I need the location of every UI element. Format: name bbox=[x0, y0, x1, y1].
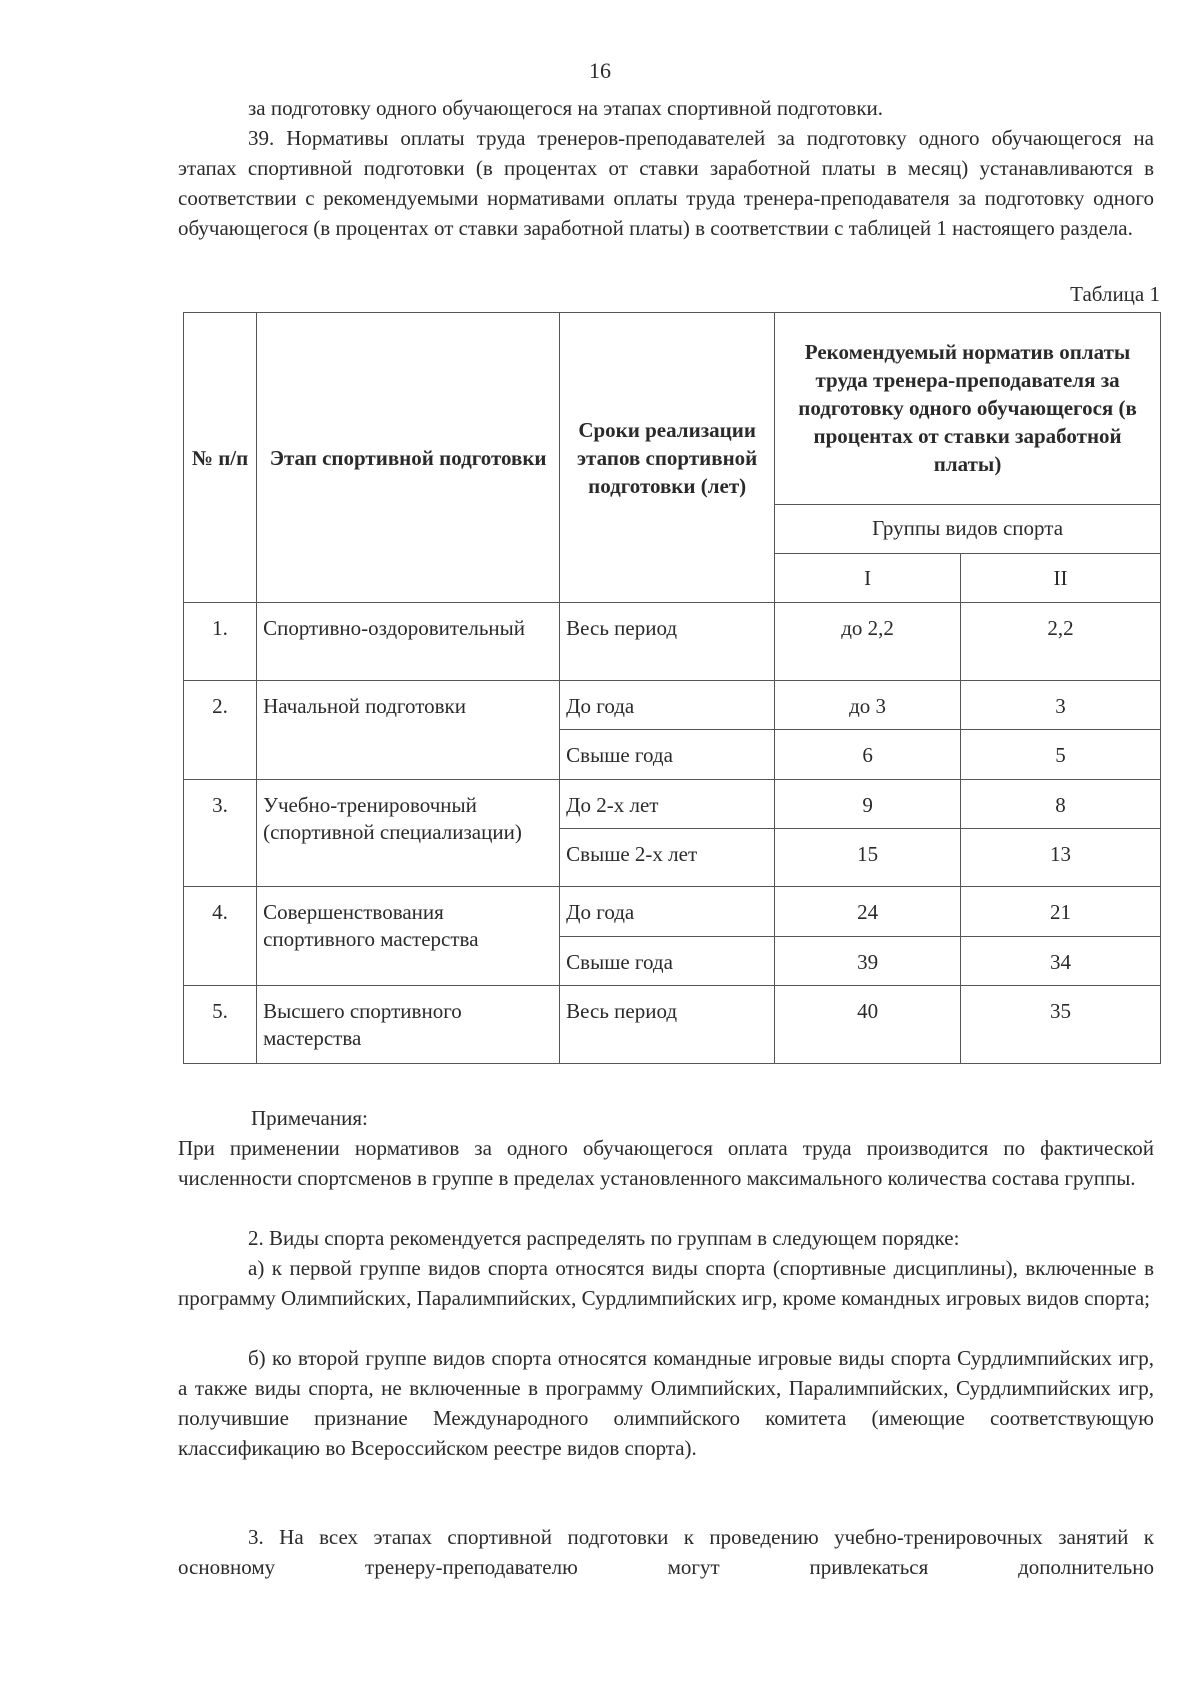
table-row bbox=[184, 779, 1161, 828]
header-group-2: II bbox=[961, 554, 1161, 603]
row-term: До года bbox=[560, 887, 775, 936]
norms-table bbox=[183, 312, 1161, 1064]
notes-paragraph-1: При применении нормативов за одного обучающегося оплата труда производится по фактической численности спортсменов в группе в пределах установленного максимального количества состава группы. bbox=[178, 1136, 1154, 1190]
row-term: Весь период bbox=[560, 986, 775, 1064]
row-stage: Совершенствования спортивного мастерства bbox=[257, 887, 560, 986]
page-number: 16 bbox=[589, 58, 611, 83]
row-term: Свыше 2-х лет bbox=[560, 829, 775, 887]
row-term: Свыше года bbox=[560, 936, 775, 985]
header-sport-groups: Группы видов спорта bbox=[775, 504, 1161, 553]
row-stage: Начальной подготовки bbox=[257, 680, 560, 779]
row-group-1-value: 9 bbox=[775, 779, 961, 828]
table-row bbox=[184, 603, 1161, 680]
intro-line: за подготовку одного обучающегося на этапах спортивной подготовки. bbox=[248, 96, 884, 120]
row-number: 2. bbox=[184, 680, 257, 779]
header-group-1: I bbox=[775, 554, 961, 603]
row-group-2-value: 21 bbox=[961, 887, 1161, 936]
row-group-2-value: 3 bbox=[961, 680, 1161, 729]
row-group-2-value: 35 bbox=[961, 986, 1161, 1064]
notes-paragraph-2: 2. Виды спорта рекомендуется распределять по группам в следующем порядке: bbox=[248, 1226, 960, 1250]
row-group-1-value: 15 bbox=[775, 829, 961, 887]
row-stage: Учебно-тренировочный (спортивной специализации) bbox=[257, 779, 560, 887]
notes-paragraph-2b: б) ко второй группе видов спорта относятся командные игровые виды спорта Сурдлимпийских игр, а также виды спорта, не включенные в программу Олимпийских, Паралимпийских, Сурдлимпийских игр, получившие признание Международного олимпийского комитета (имеющие соответствующую классификацию во Всероссийском реестре видов спорта). bbox=[178, 1346, 1154, 1460]
header-terms: Сроки реализации этапов спортивной подготовки (лет) bbox=[560, 313, 775, 603]
row-group-1-value: 40 bbox=[775, 986, 961, 1064]
row-group-1-value: до 2,2 bbox=[775, 603, 961, 680]
row-stage: Высшего спортивного мастерства bbox=[257, 986, 560, 1064]
row-term: Свыше года bbox=[560, 730, 775, 779]
notes-paragraph-2a: а) к первой группе видов спорта относятся виды спорта (спортивные дисциплины), включенные в программу Олимпийских, Паралимпийских, Сурдлимпийских игр, кроме командных игровых видов спорта; bbox=[178, 1256, 1154, 1310]
row-number: 5. bbox=[184, 986, 257, 1064]
row-group-2-value: 34 bbox=[961, 936, 1161, 985]
row-number: 4. bbox=[184, 887, 257, 986]
row-group-1-value: до 3 bbox=[775, 680, 961, 729]
table-caption: Таблица 1 bbox=[1070, 282, 1160, 306]
row-group-2-value: 5 bbox=[961, 730, 1161, 779]
row-group-1-value: 24 bbox=[775, 887, 961, 936]
notes-paragraph-3: 3. На всех этапах спортивной подготовки к проведению учебно-тренировочных занятий к основному тренеру-преподавателю могут привлекаться дополнительно bbox=[178, 1525, 1154, 1579]
row-group-2-value: 2,2 bbox=[961, 603, 1161, 680]
row-group-1-value: 39 bbox=[775, 936, 961, 985]
table-row bbox=[184, 887, 1161, 936]
row-group-2-value: 13 bbox=[961, 829, 1161, 887]
row-stage: Спортивно-оздоровительный bbox=[257, 603, 560, 680]
row-group-2-value: 8 bbox=[961, 779, 1161, 828]
paragraph-39: 39. Нормативы оплаты труда тренеров-преподавателей за подготовку одного обучающегося на этапах спортивной подготовки (в процентах от ставки заработной платы в месяц) устанавливаются в соответствии с рекомендуемыми нормативами оплаты труда тренера-преподавателя за подготовку одного обучающегося (в процентах от ставки заработной платы) в соответствии с таблицей 1 настоящего раздела. bbox=[178, 126, 1154, 240]
table-row bbox=[184, 986, 1161, 1064]
row-term: До 2-х лет bbox=[560, 779, 775, 828]
row-number: 1. bbox=[184, 603, 257, 680]
row-term: До года bbox=[560, 680, 775, 729]
notes-heading: Примечания: bbox=[251, 1106, 368, 1130]
table-row bbox=[184, 680, 1161, 729]
header-number: № п/п bbox=[184, 313, 257, 603]
header-norm: Рекомендуемый норматив оплаты труда тренера-преподавателя за подготовку одного обучающегося (в процентах от ставки заработной платы) bbox=[775, 313, 1161, 505]
row-term: Весь период bbox=[560, 603, 775, 680]
row-number: 3. bbox=[184, 779, 257, 887]
header-stage: Этап спортивной подготовки bbox=[257, 313, 560, 603]
row-group-1-value: 6 bbox=[775, 730, 961, 779]
